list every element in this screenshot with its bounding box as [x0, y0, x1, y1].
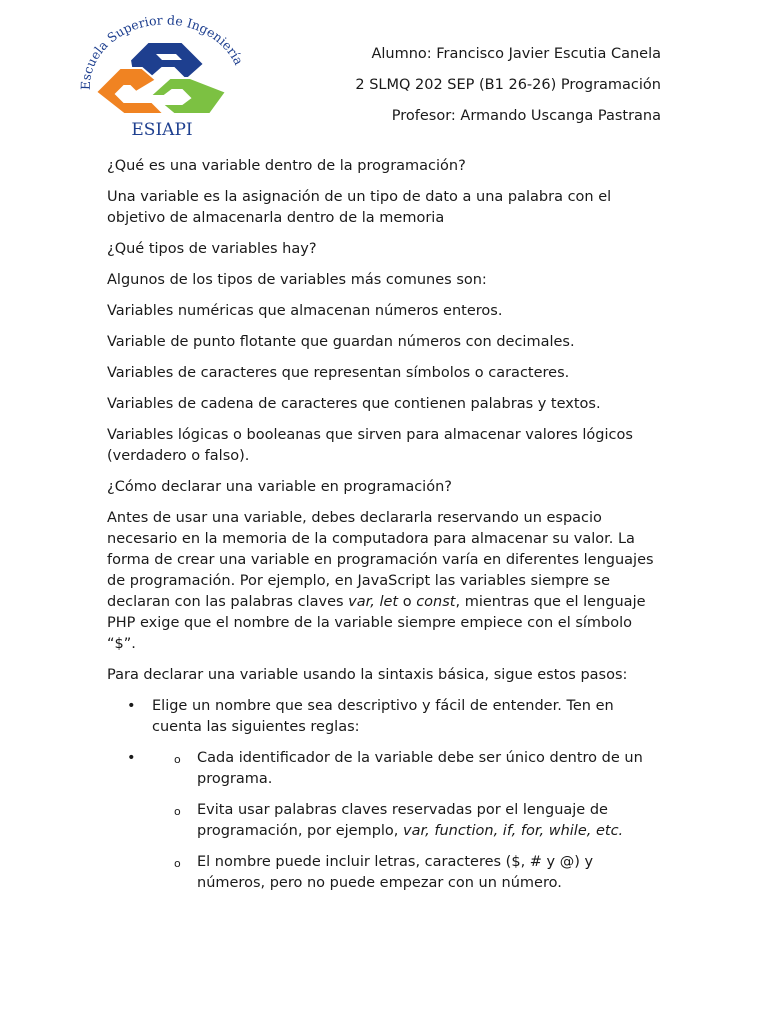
question-3: ¿Cómo declarar una variable en programación? [107, 479, 452, 495]
question-2: ¿Qué tipos de variables hay? [107, 241, 317, 257]
answer-3 [107, 508, 663, 655]
steps-list [107, 696, 663, 894]
bullet-icon: • [127, 750, 136, 766]
answer-2-intro: Algunos de los tipos de variables más comunes son: [107, 272, 487, 288]
sub-bullet-icon: o [174, 857, 181, 870]
list-item [152, 748, 663, 790]
question-1: ¿Qué es una variable dentro de la programación? [107, 158, 466, 174]
step-1-text: Elige un nombre que sea descriptivo y fácil de entender. Ten en cuenta las siguientes reglas: [152, 698, 614, 735]
steps-intro: Para declarar una variable usando la sintaxis básica, sigue estos pasos: [107, 667, 628, 683]
student-name: Alumno: Francisco Javier Escutia Canela [371, 46, 661, 62]
logo-arc-text: Escuela Superior de Ingeniería [78, 14, 247, 91]
variable-type-integer: Variables numéricas que almacenan números enteros. [107, 303, 503, 319]
keyword-const: const [416, 594, 456, 610]
sub-bullet-icon: o [174, 805, 181, 818]
rule-3-text: El nombre puede incluir letras, caracteres ($, # y @) y números, pero no puede empezar con un número. [197, 854, 594, 891]
esiapi-logo [78, 14, 248, 140]
bullet-icon: • [127, 698, 136, 714]
rules-list [152, 748, 663, 894]
esiapi-logo-graphic [78, 14, 248, 140]
list-item [152, 852, 663, 894]
answer-1: Una variable es la asignación de un tipo de dato a una palabra con el objetivo de almacenarla dentro de la memoria [107, 189, 612, 226]
sub-bullet-icon: o [174, 753, 181, 766]
rule-1-text: Cada identificador de la variable debe ser único dentro de un programa. [197, 750, 643, 787]
list-item [152, 800, 663, 842]
teacher-name: Profesor: Armando Uscanga Pastrana [391, 108, 661, 124]
rule-2-keywords: var, function, if, for, while, etc. [403, 823, 624, 839]
keyword-var-let: var, let [348, 594, 399, 610]
document-body [107, 156, 663, 904]
list-item [107, 748, 663, 894]
answer-3-part1: Antes de usar una variable, debes declararla reservando un espacio necesario en la memoria de la computadora para almacenar su valor. La forma de crear una variable en programación varía en diferentes lenguajes de programación. Por ejemplo, en JavaScript las variables siempre se declaran con las palabras claves [107, 510, 654, 610]
variable-type-char: Variables de caracteres que representan símbolos o caracteres. [107, 365, 570, 381]
variable-type-boolean: Variables lógicas o booleanas que sirven para almacenar valores lógicos (verdadero o falso). [107, 427, 633, 464]
variable-type-float: Variable de punto flotante que guardan números con decimales. [107, 334, 575, 350]
list-item [107, 696, 663, 738]
course-name: 2 SLMQ 202 SEP (B1 26-26) Programación [355, 77, 661, 93]
logo-name: ESIAPI [131, 120, 193, 140]
variable-type-string: Variables de cadena de caracteres que contienen palabras y textos. [107, 396, 601, 412]
header-block [355, 44, 661, 137]
answer-3-mid: o [398, 594, 417, 610]
answer-3-part2: , mientras que el lenguaje PHP exige que el nombre de la variable siempre empiece con el símbolo “$”. [107, 594, 646, 652]
rule-2-text: Evita usar palabras claves reservadas por el lenguaje de programación, por ejemplo, [197, 802, 608, 839]
